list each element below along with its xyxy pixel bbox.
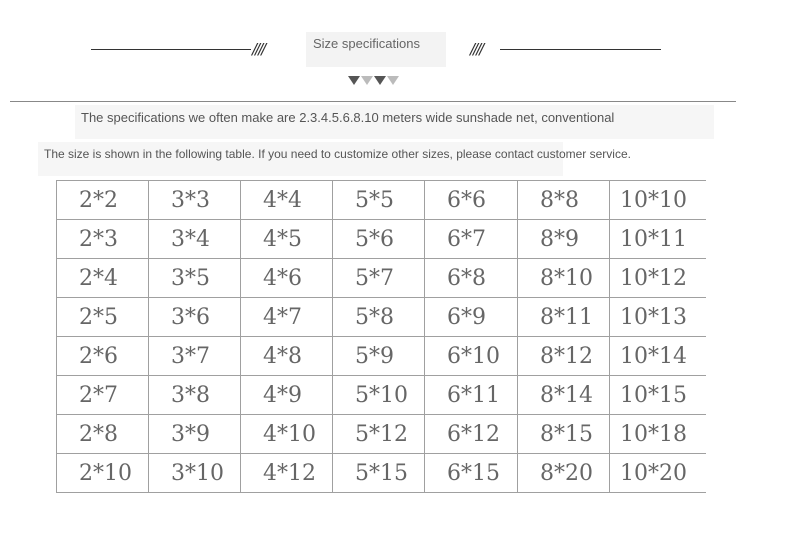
size-cell: 4*8 <box>241 337 333 376</box>
size-cell: 6*8 <box>425 259 518 298</box>
page-title: Size specifications <box>313 36 420 51</box>
size-table <box>56 180 706 493</box>
size-cell: 5*7 <box>333 259 425 298</box>
size-cell: 2*7 <box>57 376 149 415</box>
header-slashes-right: //// <box>470 40 483 58</box>
size-cell: 3*4 <box>149 220 241 259</box>
table-row <box>57 337 706 376</box>
description-box-1 <box>75 105 714 139</box>
size-cell: 10*14 <box>610 337 706 376</box>
size-cell: 6*15 <box>425 454 518 493</box>
title-box <box>306 32 446 67</box>
size-cell: 5*10 <box>333 376 425 415</box>
size-cell: 3*8 <box>149 376 241 415</box>
size-cell: 2*2 <box>57 181 149 220</box>
size-cell: 8*12 <box>518 337 610 376</box>
size-cell: 3*5 <box>149 259 241 298</box>
size-cell: 6*12 <box>425 415 518 454</box>
size-cell: 3*10 <box>149 454 241 493</box>
table-row <box>57 454 706 493</box>
size-cell: 5*12 <box>333 415 425 454</box>
description-line-1: The specifications we often make are 2.3.4.5.6.8.10 meters wide sunshade net, conventional <box>81 110 615 125</box>
size-cell: 8*20 <box>518 454 610 493</box>
size-cell: 10*20 <box>610 454 706 493</box>
size-cell: 2*10 <box>57 454 149 493</box>
size-cell: 4*10 <box>241 415 333 454</box>
header-rule-right <box>500 49 661 50</box>
header-rule-left <box>91 49 251 50</box>
size-cell: 3*7 <box>149 337 241 376</box>
size-cell: 2*5 <box>57 298 149 337</box>
header-slashes-left: //// <box>252 40 265 58</box>
table-row <box>57 181 706 220</box>
description-box-2 <box>38 142 631 176</box>
size-cell: 3*6 <box>149 298 241 337</box>
size-cell: 4*9 <box>241 376 333 415</box>
triangle-down-icon <box>348 76 360 85</box>
table-row <box>57 259 706 298</box>
size-cell: 6*11 <box>425 376 518 415</box>
size-cell: 10*18 <box>610 415 706 454</box>
description-line-2: The size is shown in the following table. If you need to customize other sizes, please contact customer service. <box>44 147 631 161</box>
size-cell: 2*4 <box>57 259 149 298</box>
size-cell: 5*9 <box>333 337 425 376</box>
size-cell: 3*3 <box>149 181 241 220</box>
size-cell: 6*7 <box>425 220 518 259</box>
table-row <box>57 376 706 415</box>
size-cell: 2*8 <box>57 415 149 454</box>
size-cell: 5*6 <box>333 220 425 259</box>
size-cell: 10*15 <box>610 376 706 415</box>
size-cell: 4*4 <box>241 181 333 220</box>
size-cell: 4*12 <box>241 454 333 493</box>
size-cell: 5*5 <box>333 181 425 220</box>
size-cell: 5*8 <box>333 298 425 337</box>
size-cell: 2*6 <box>57 337 149 376</box>
size-cell: 8*10 <box>518 259 610 298</box>
triangle-down-icon <box>374 76 386 85</box>
size-cell: 6*10 <box>425 337 518 376</box>
table-row <box>57 298 706 337</box>
size-cell: 6*9 <box>425 298 518 337</box>
triangle-down-icon <box>387 76 399 85</box>
size-cell: 4*6 <box>241 259 333 298</box>
triangle-ornament <box>348 76 399 85</box>
size-cell: 4*7 <box>241 298 333 337</box>
size-cell: 8*15 <box>518 415 610 454</box>
table-row <box>57 220 706 259</box>
size-cell: 10*12 <box>610 259 706 298</box>
size-cell: 3*9 <box>149 415 241 454</box>
size-table-body <box>57 181 706 493</box>
size-cell: 2*3 <box>57 220 149 259</box>
size-cell: 8*8 <box>518 181 610 220</box>
size-cell: 8*9 <box>518 220 610 259</box>
size-cell: 8*14 <box>518 376 610 415</box>
size-cell: 10*11 <box>610 220 706 259</box>
triangle-down-icon <box>361 76 373 85</box>
size-cell: 10*13 <box>610 298 706 337</box>
table-row <box>57 415 706 454</box>
section-divider <box>10 101 736 102</box>
size-cell: 4*5 <box>241 220 333 259</box>
size-cell: 8*11 <box>518 298 610 337</box>
size-cell: 10*10 <box>610 181 706 220</box>
size-cell: 5*15 <box>333 454 425 493</box>
size-cell: 6*6 <box>425 181 518 220</box>
